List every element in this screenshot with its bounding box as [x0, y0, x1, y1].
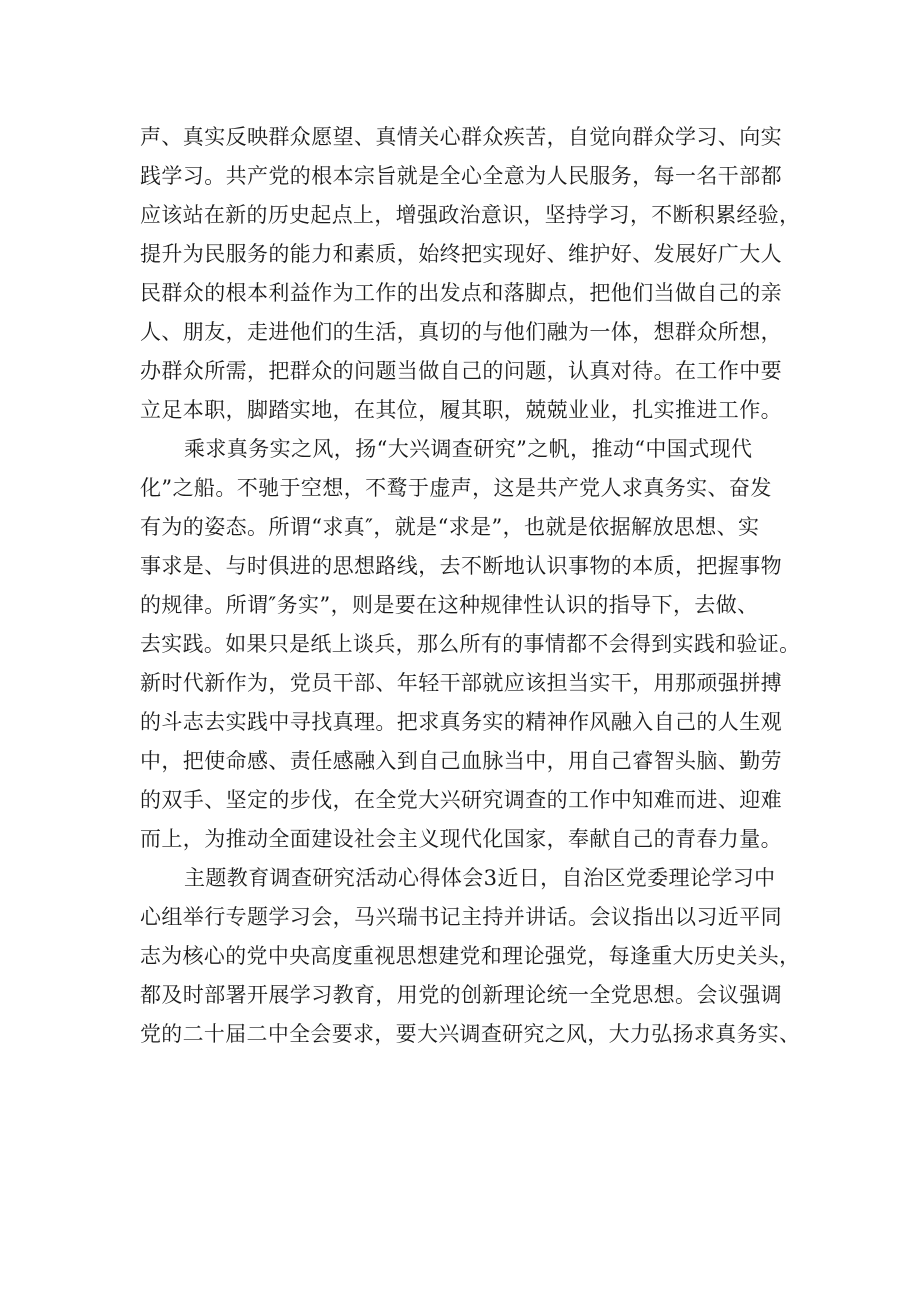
text-line: 事求是、与时俱进的思想路线，去不断地认识事物的本质，把握事物	[140, 554, 782, 578]
text-line: 而上，为推动全面建设社会主义现代化国家，奉献自己的青春力量。	[140, 827, 782, 851]
text-line: 化”之船。不驰于空想，不鹜于虚声，这是共产党人求真务实、奋发	[140, 476, 772, 500]
text-line: 去实践。如果只是纸上谈兵，那么所有的事情都不会得到实践和验证。	[140, 632, 801, 656]
body-text	[140, 118, 800, 1054]
text-line: 党的二十届二中全会要求，要大兴调查研究之风，大力弘扬求真务实、	[140, 1022, 801, 1046]
text-line: 应该站在新的历史起点上，增强政治意识，坚持学习，不断积累经验，	[140, 203, 801, 227]
text-line: 中，把使命感、责任感融入到自己血脉当中，用自己睿智头脑、勤劳	[140, 749, 782, 773]
text-line: 新时代新作为，党员干部、年轻干部就应该担当实干，用那顽强拼搏	[140, 671, 782, 695]
paragraph-start-line: 主题教育调查研究活动心得体会3近日，自治区党委理论学习中	[184, 866, 776, 890]
paragraph-start-line: 乘求真务实之风，扬“大兴调查研究”之帆，推动“中国式现代	[184, 437, 753, 461]
text-line: 办群众所需，把群众的问题当做自己的问题，认真对待。在工作中要	[140, 359, 782, 383]
text-line: 都及时部署开展学习教育，用党的创新理论统一全党思想。会议强调	[140, 983, 782, 1007]
text-line: 立足本职，脚踏实地，在其位，履其职，兢兢业业，扎实推进工作。	[140, 398, 782, 422]
text-line: 心组举行专题学习会，马兴瑞书记主持并讲话。会议指出以习近平同	[140, 905, 782, 929]
text-line: 践学习。共产党的根本宗旨就是全心全意为人民服务，每一名干部都	[140, 164, 782, 188]
text-line: 志为核心的党中央高度重视思想建党和理论强党，每逢重大历史关头，	[140, 944, 801, 968]
text-line: 声、真实反映群众愿望、真情关心群众疾苦，自觉向群众学习、向实	[140, 125, 782, 149]
text-line: 提升为民服务的能力和素质，始终把实现好、维护好、发展好广大人	[140, 242, 782, 266]
text-line: 的规律。所谓″务实”，则是要在这种规律性认识的指导下，去做、	[140, 593, 759, 617]
text-line: 人、朋友，走进他们的生活，真切的与他们融为一体，想群众所想，	[140, 320, 782, 344]
text-line: 民群众的根本利益作为工作的出发点和落脚点，把他们当做自己的亲	[140, 281, 782, 305]
text-line: 的斗志去实践中寻找真理。把求真务实的精神作风融入自己的人生观	[140, 710, 782, 734]
text-line: 的双手、坚定的步伐，在全党大兴研究调查的工作中知难而进、迎难	[140, 788, 782, 812]
text-line: 有为的姿态。所谓“求真″，就是“求是”，也就是依据解放思想、实	[140, 515, 760, 539]
